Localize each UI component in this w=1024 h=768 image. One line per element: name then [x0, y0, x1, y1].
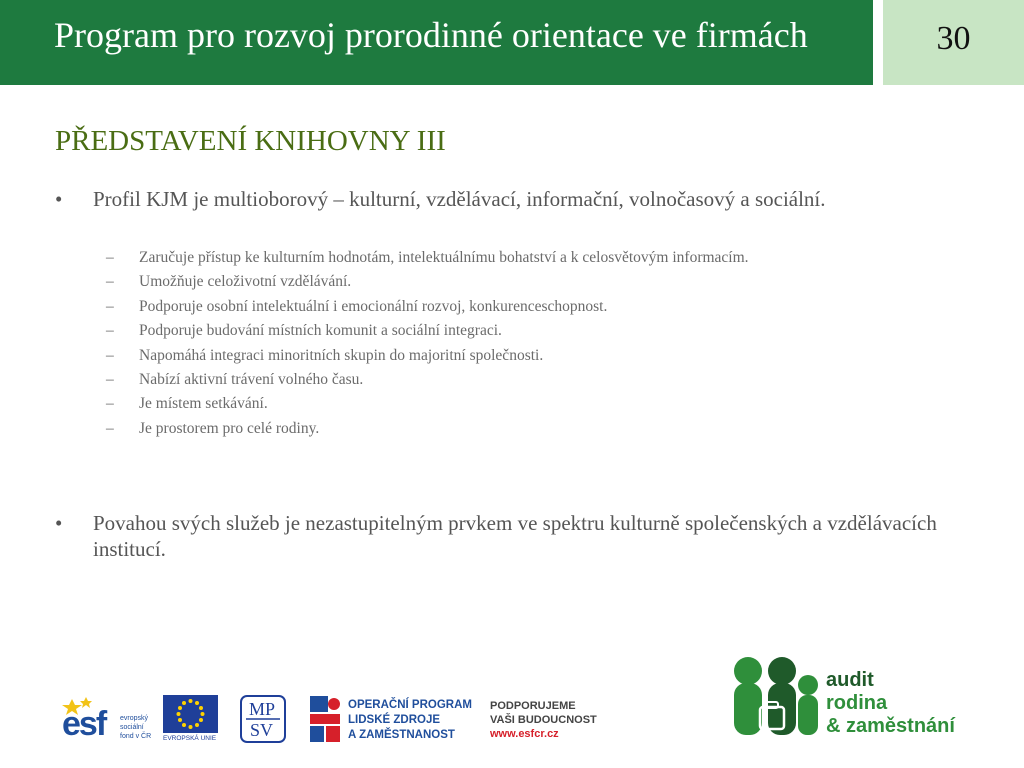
bullet-text: Povahou svých služeb je nezastupitelným prvkem ve spektru kulturně společenských a vzdělávacích institucí.: [93, 511, 937, 561]
bullet-symbol: •: [55, 511, 63, 535]
sub-bullet-item: [106, 322, 966, 346]
dash-symbol: –: [106, 370, 114, 388]
mpsv-logo: [240, 695, 286, 743]
bullet-symbol: •: [55, 187, 63, 211]
sub-bullet-item: [106, 420, 966, 444]
dash-symbol: –: [106, 419, 114, 437]
sub-bullet-text: Podporuje osobní intelektuální i emocionální rozvoj, konkurenceschopnost.: [139, 297, 608, 315]
bullet-text: Profil KJM je multioborový – kulturní, vzdělávací, informační, volnočasový a sociální.: [93, 187, 826, 211]
sub-bullet-item: [106, 371, 966, 395]
sub-bullet-text: Umožňuje celoživotní vzdělávání.: [139, 273, 352, 291]
sub-bullet-text: Je místem setkávání.: [139, 395, 268, 413]
bullet-item: [55, 510, 995, 566]
eu-logo: [163, 695, 218, 743]
sub-bullet-item: [106, 273, 966, 297]
dash-symbol: –: [106, 346, 114, 364]
oplzz-line2: LIDSKÉ ZDROJE: [348, 714, 441, 726]
oplzz-line1: OPERAČNÍ PROGRAM: [348, 699, 472, 711]
audit-line2: rodina: [826, 692, 888, 714]
mpsv-top: MP: [249, 699, 276, 719]
sub-bullet-text: Podporuje budování místních komunit a sociální integraci.: [139, 322, 502, 340]
audit-logo: [730, 655, 980, 745]
sub-bullet-list: [106, 249, 966, 444]
esf-mark: esf: [62, 705, 106, 743]
oplzz-logo: [310, 694, 480, 746]
sub-bullet-text: Napomáhá integraci minoritních skupin do majoritní společnosti.: [139, 346, 544, 364]
audit-line3: & zaměstnání: [826, 715, 955, 737]
esf-logo: [62, 695, 157, 743]
audit-line1: audit: [826, 669, 874, 691]
family-figures-icon: [730, 655, 825, 745]
slide-number: 30: [936, 20, 971, 57]
dash-symbol: –: [106, 297, 114, 315]
mpsv-bottom: SV: [250, 720, 274, 740]
sub-bullet-item: [106, 249, 966, 273]
oplzz-figure-icon: [310, 694, 344, 744]
oplzz-line3: A ZAMĚSTNANOST: [348, 729, 455, 741]
sub-bullet-item: [106, 298, 966, 322]
eu-flag-icon: [163, 695, 218, 733]
sub-bullet-text: Nabízí aktivní trávení volného času.: [139, 370, 364, 388]
sub-bullet-item: [106, 395, 966, 419]
esf-line1: evropský: [120, 715, 149, 722]
bullet-item: [55, 186, 995, 212]
dash-symbol: –: [106, 273, 114, 291]
podporujeme-logo: [490, 700, 620, 746]
dash-symbol: –: [106, 249, 114, 266]
dash-symbol: –: [106, 322, 114, 340]
eu-label: EVROPSKÁ UNIE: [163, 735, 217, 742]
sub-bullet-text: Je prostorem pro celé rodiny.: [139, 419, 320, 437]
podpor-line2: VAŠI BUDOUCNOST: [490, 714, 597, 726]
podpor-url: www.esfcr.cz: [490, 728, 559, 740]
esf-line2: sociální: [120, 724, 144, 731]
podpor-line1: PODPORUJEME: [490, 700, 576, 712]
presentation-title: Program pro rozvoj prorodinné orientace ve firmách: [54, 15, 808, 55]
sub-bullet-text: Zaručuje přístup ke kulturním hodnotám, intelektuálnímu bohatství a k celosvětovým informacím.: [139, 249, 749, 266]
header-bar: [0, 0, 873, 85]
slide-number-box: [883, 0, 1024, 85]
sub-bullet-item: [106, 347, 966, 371]
section-title: PŘEDSTAVENÍ KNIHOVNY III: [55, 125, 446, 157]
esf-line3: fond v ČR: [120, 733, 152, 740]
dash-symbol: –: [106, 395, 114, 413]
